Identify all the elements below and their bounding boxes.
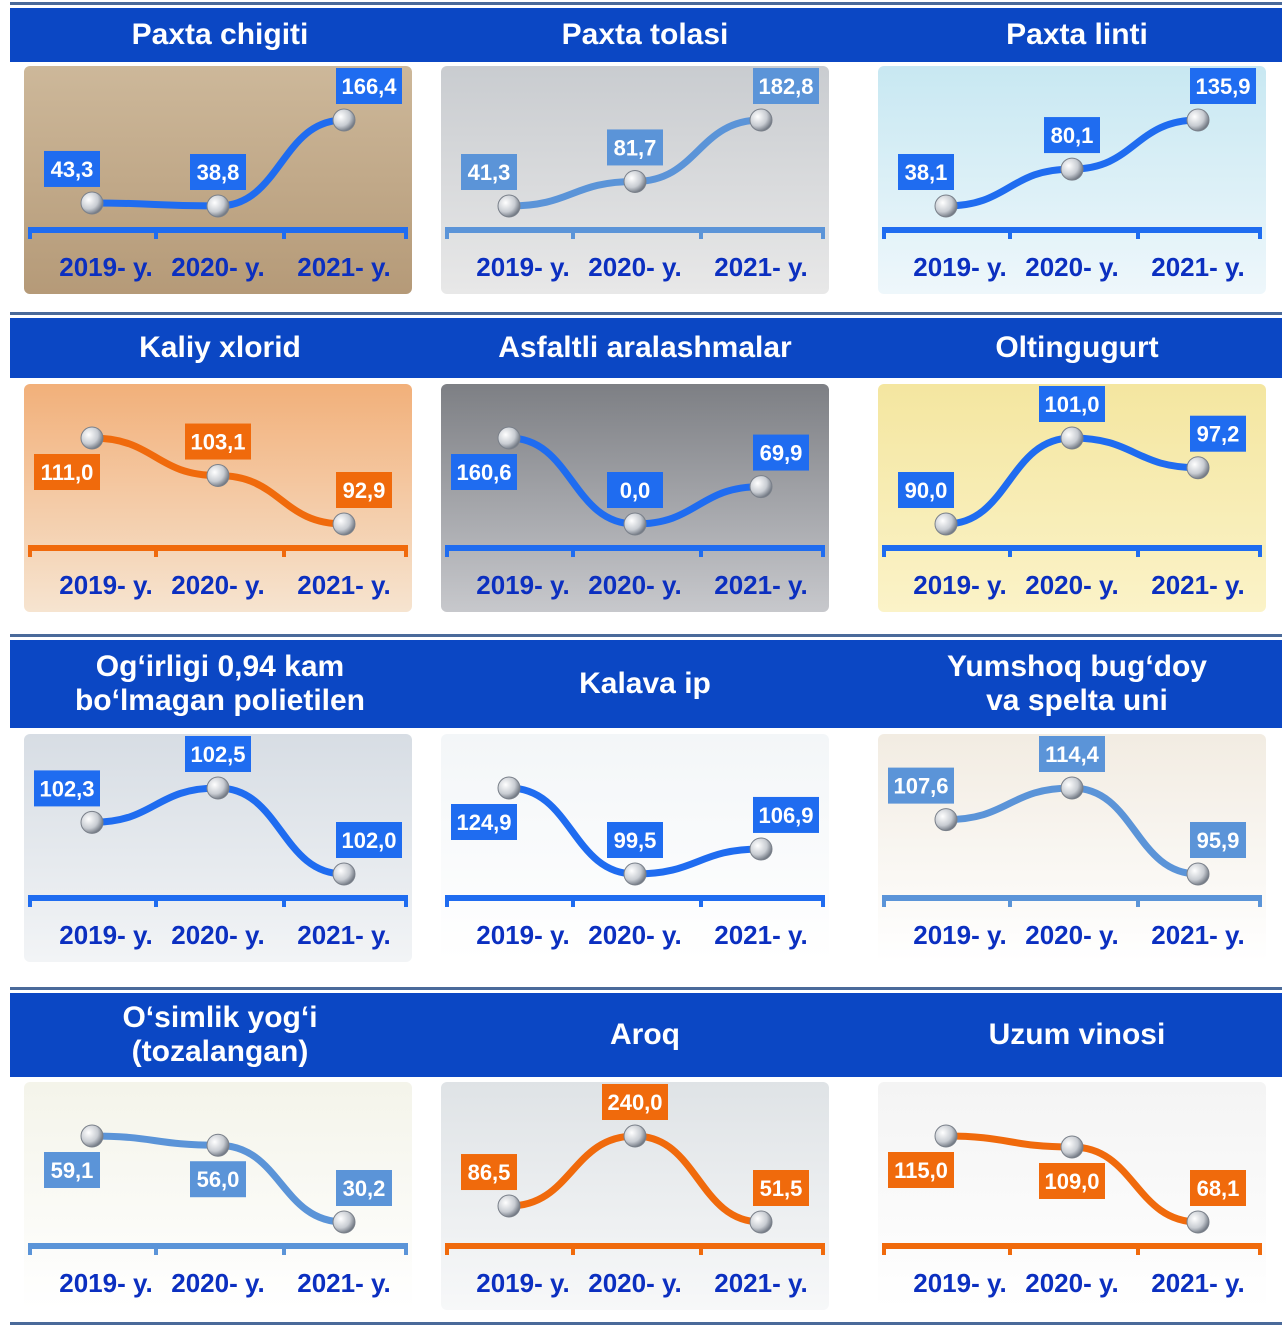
x-axis [882,227,1262,233]
data-point [207,195,229,217]
data-point [624,1125,646,1147]
band-separator [10,2,1282,5]
data-point [750,476,772,498]
x-tick-label: 2020- y. [1025,1268,1119,1298]
axis-tick [404,227,408,239]
axis-tick [1008,1243,1012,1255]
data-point [207,777,229,799]
data-point [1061,1136,1083,1158]
axis-tick [821,227,825,239]
data-point [81,192,103,214]
data-label: 109,0 [1044,1169,1100,1195]
x-axis [28,895,408,901]
data-point [498,777,520,799]
axis-tick [154,895,158,907]
data-label: 81,7 [613,135,657,161]
x-tick-label: 2019- y. [59,1268,153,1298]
axis-tick [882,545,886,557]
axis-tick [699,895,703,907]
axis-tick [571,545,575,557]
x-tick-label: 2020- y. [588,570,682,600]
data-point [1187,457,1209,479]
chart-panel [24,1082,412,1310]
axis-tick [1136,1243,1140,1255]
data-point [498,427,520,449]
data-label: 106,9 [758,802,814,828]
axis-tick [28,1243,32,1255]
title-band [10,993,1282,1077]
line-chart [24,66,412,294]
chart-title: Paxta tolasi [561,18,729,51]
data-point [207,465,229,487]
x-axis [882,545,1262,551]
axis-tick [154,227,158,239]
x-tick-label: 2021- y. [297,252,391,282]
data-label: 103,1 [190,429,246,455]
axis-tick [1008,545,1012,557]
axis-tick [282,545,286,557]
x-axis [445,545,825,551]
data-label: 102,5 [190,742,246,767]
axis-tick [282,895,286,907]
data-point [935,1125,957,1147]
axis-tick [699,1243,703,1255]
x-tick-label: 2021- y. [714,1268,808,1298]
axis-tick [882,895,886,907]
data-point [624,170,646,192]
chart-panel [441,384,829,612]
x-tick-label: 2020- y. [171,570,265,600]
axis-tick [571,227,575,239]
data-label: 107,6 [893,773,949,799]
data-point [624,863,646,885]
line-chart [441,384,829,612]
x-tick-label: 2019- y. [476,920,570,950]
axis-tick [1136,227,1140,239]
data-point [1187,863,1209,885]
line-chart [441,66,829,294]
x-axis [28,545,408,551]
line-chart [878,66,1266,294]
data-point [750,838,772,860]
line-chart [441,1082,829,1310]
data-point [498,1195,520,1217]
data-label: 160,6 [456,460,512,485]
x-axis [28,1243,408,1249]
x-tick-label: 2020- y. [1025,252,1119,282]
axis-tick [154,545,158,557]
data-point [81,1125,103,1147]
chart-title: Yumshoq bug‘doy va spelta uni [947,650,1207,717]
title-band [10,640,1282,728]
data-point [207,1134,229,1156]
chart-panel [24,66,412,294]
data-label: 56,0 [196,1167,240,1193]
x-tick-label: 2021- y. [297,1268,391,1298]
axis-tick [571,1243,575,1255]
x-tick-label: 2019- y. [476,1268,570,1298]
line-chart [24,1082,412,1310]
x-tick-label: 2020- y. [1025,570,1119,600]
chart-panel [878,66,1266,294]
data-label: 99,5 [613,828,657,853]
x-tick-label: 2021- y. [714,920,808,950]
data-point [935,513,957,535]
x-tick-label: 2019- y. [476,570,570,600]
axis-tick [882,1243,886,1255]
x-axis [445,227,825,233]
x-tick-label: 2020- y. [588,252,682,282]
data-label: 0,0 [619,478,651,503]
axis-tick [1258,895,1262,907]
band-separator [10,634,1282,637]
data-label: 111,0 [40,460,94,485]
data-point [624,513,646,535]
data-label: 51,5 [759,1176,803,1201]
chart-title: Og‘irligi 0,94 kam bo‘lmagan polietilen [74,650,366,717]
x-tick-label: 2021- y. [297,920,391,950]
chart-title: Asfaltli aralashmalar [498,331,792,364]
x-tick-label: 2020- y. [171,1268,265,1298]
x-tick-label: 2019- y. [59,252,153,282]
data-label: 86,5 [467,1160,511,1186]
data-label: 102,3 [39,776,95,802]
axis-tick [1258,227,1262,239]
x-tick-label: 2019- y. [913,570,1007,600]
data-point [1061,158,1083,180]
data-point [333,863,355,885]
x-tick-label: 2019- y. [476,252,570,282]
line-chart [878,1082,1266,1310]
x-tick-label: 2020- y. [588,1268,682,1298]
x-tick-label: 2019- y. [913,920,1007,950]
band-separator [10,987,1282,990]
data-label: 68,1 [1196,1176,1240,1201]
data-point [1187,109,1209,131]
chart-title: Oltingugurt [995,331,1159,364]
axis-tick [445,545,449,557]
data-label: 92,9 [342,478,386,503]
chart-panel [441,1082,829,1310]
data-point [1187,1211,1209,1233]
chart-title: Kaliy xlorid [139,331,301,364]
chart-panel [878,384,1266,612]
chart-panel [24,384,412,612]
band-separator [10,1322,1282,1325]
data-label: 240,0 [607,1090,663,1115]
chart-panel [441,66,829,294]
x-tick-label: 2020- y. [171,252,265,282]
data-label: 41,3 [467,160,511,185]
x-tick-label: 2019- y. [59,920,153,950]
band-separator [10,312,1282,315]
x-tick-label: 2020- y. [588,920,682,950]
data-label: 115,0 [894,1158,948,1183]
axis-tick [571,895,575,907]
data-label: 80,1 [1050,123,1094,149]
data-label: 38,8 [196,160,240,185]
x-tick-label: 2021- y. [714,252,808,282]
title-band [10,318,1282,378]
axis-tick [821,545,825,557]
axis-tick [282,227,286,239]
data-point [750,1211,772,1233]
axis-tick [699,545,703,557]
data-label: 124,9 [456,810,512,835]
x-tick-label: 2020- y. [1025,920,1119,950]
data-label: 43,3 [50,156,94,182]
x-tick-label: 2021- y. [1151,252,1245,282]
x-axis [882,1243,1262,1249]
data-point [81,811,103,833]
axis-tick [154,1243,158,1255]
data-point [935,809,957,831]
data-point [81,427,103,449]
x-tick-label: 2021- y. [1151,920,1245,950]
axis-tick [1258,1243,1262,1255]
chart-panel [878,734,1266,962]
x-axis [28,227,408,233]
chart-title: O‘simlik yog‘i (tozalangan) [122,1001,318,1068]
data-label: 102,0 [341,828,397,853]
data-label: 97,2 [1196,421,1240,447]
line-chart [24,384,412,612]
chart-title: Kalava ip [579,667,711,700]
data-point [333,1211,355,1233]
line-chart [878,384,1266,612]
axis-tick [404,545,408,557]
axis-tick [404,1243,408,1255]
axis-tick [404,895,408,907]
line-chart [441,734,829,962]
data-point [750,109,772,131]
data-label: 30,2 [342,1176,386,1201]
data-point [333,109,355,131]
data-label: 166,4 [341,74,397,99]
x-tick-label: 2020- y. [171,920,265,950]
data-label: 69,9 [759,440,803,466]
chart-title: Paxta linti [1006,18,1148,51]
data-label: 182,8 [758,74,814,99]
axis-tick [821,1243,825,1255]
axis-tick [1008,895,1012,907]
chart-panel [441,734,829,962]
axis-tick [1258,545,1262,557]
line-chart [24,734,412,962]
x-tick-label: 2019- y. [59,570,153,600]
chart-title: Uzum vinosi [988,1018,1166,1051]
data-label: 114,4 [1045,742,1099,767]
x-tick-label: 2021- y. [1151,1268,1245,1298]
chart-panel [24,734,412,962]
chart-panel [878,1082,1266,1310]
data-label: 38,1 [904,160,948,185]
data-point [1061,427,1083,449]
x-tick-label: 2019- y. [913,1268,1007,1298]
chart-title: Paxta chigiti [131,18,309,51]
axis-tick [282,1243,286,1255]
x-axis [882,895,1262,901]
axis-tick [1136,545,1140,557]
axis-tick [699,227,703,239]
axis-tick [445,1243,449,1255]
axis-tick [1008,227,1012,239]
chart-title: Aroq [610,1018,680,1051]
data-point [333,513,355,535]
axis-tick [882,227,886,239]
data-label: 59,1 [50,1158,94,1183]
data-label: 101,0 [1044,392,1100,417]
axis-tick [445,227,449,239]
axis-tick [445,895,449,907]
x-tick-label: 2021- y. [1151,570,1245,600]
axis-tick [1136,895,1140,907]
axis-tick [28,545,32,557]
data-point [498,195,520,217]
axis-tick [28,895,32,907]
data-label: 135,9 [1195,74,1251,99]
data-label: 90,0 [904,478,948,503]
x-tick-label: 2021- y. [297,570,391,600]
data-point [1061,777,1083,799]
title-band [10,8,1282,62]
axis-tick [28,227,32,239]
x-axis [445,895,825,901]
x-axis [445,1243,825,1249]
axis-tick [821,895,825,907]
x-tick-label: 2019- y. [913,252,1007,282]
x-tick-label: 2021- y. [714,570,808,600]
data-label: 95,9 [1196,828,1240,853]
data-point [935,195,957,217]
line-chart [878,734,1266,962]
